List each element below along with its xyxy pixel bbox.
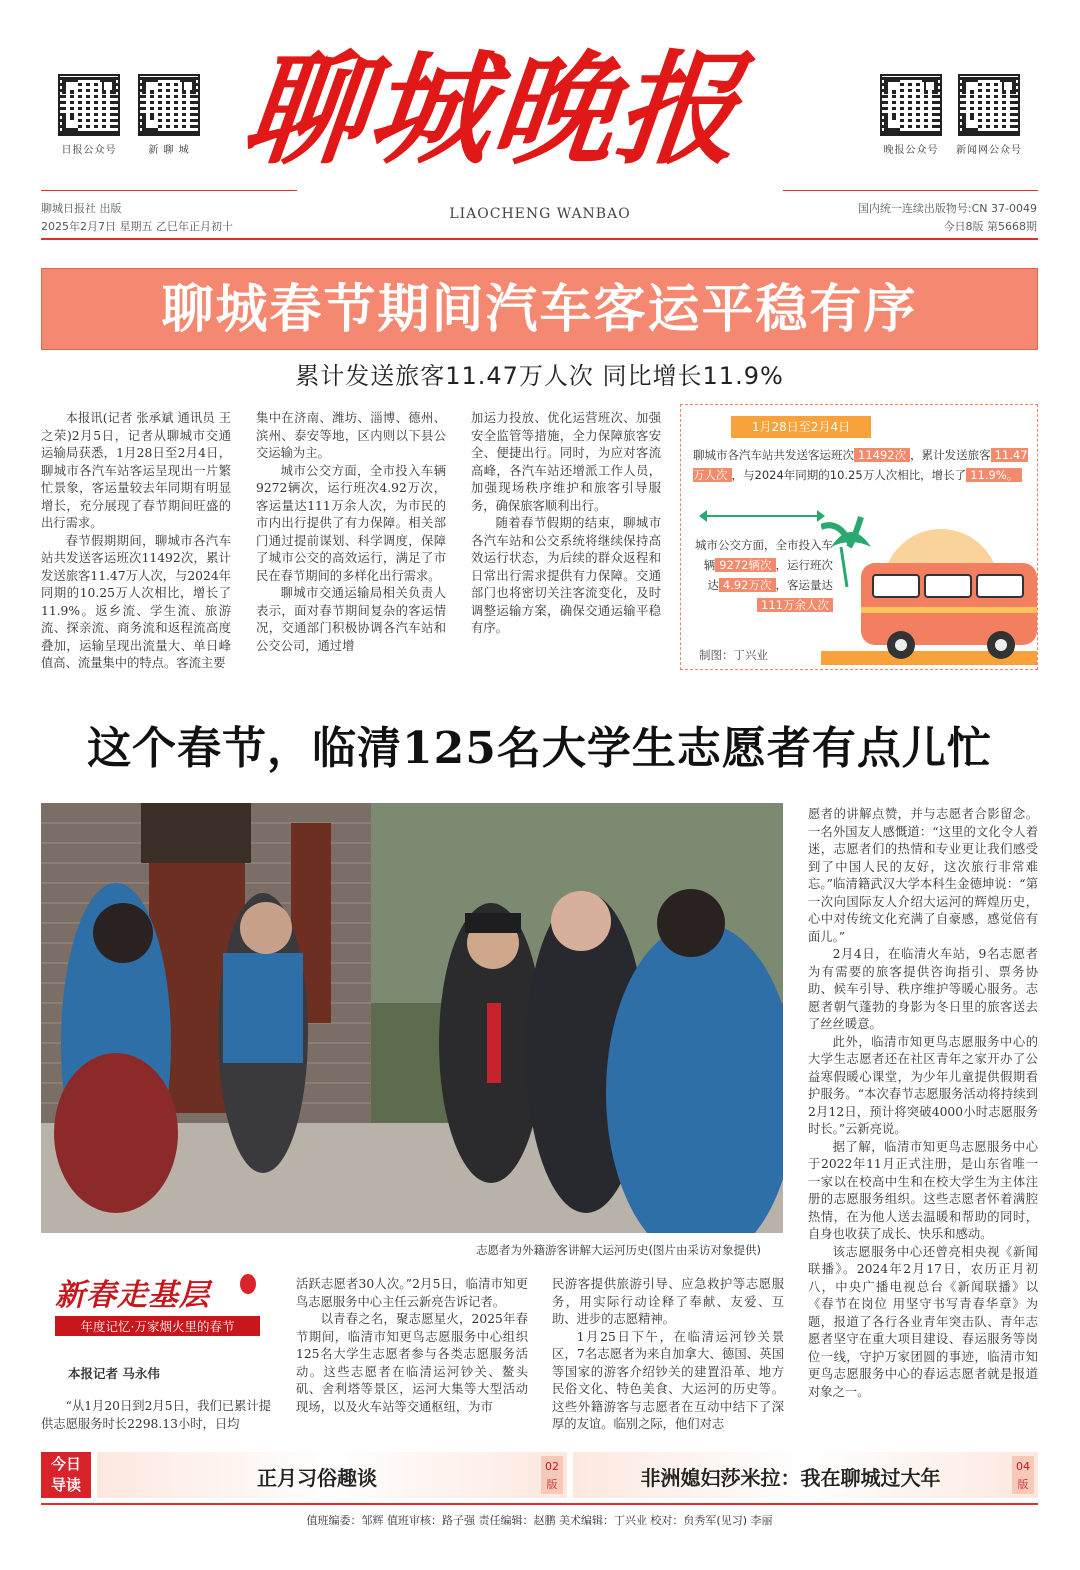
lead-column-2 [256, 410, 446, 672]
today-guide-bar [41, 1452, 1038, 1498]
volunteers-photo [41, 803, 783, 1233]
qr-code-xinliaocheng[interactable] [138, 74, 200, 136]
edition-info: 今日8版 第5668期 [943, 220, 1037, 233]
arrow-icon [703, 515, 821, 517]
text: ，客运量达 [775, 578, 833, 592]
footer-rule [41, 1503, 1038, 1505]
qr-label: 新 聊 城 [148, 145, 190, 156]
qr-code-news-site[interactable] [958, 74, 1020, 136]
paragraph: 本报讯(记者 张承斌 通讯员 王之荣)2月5日，记者从聊城市交通运输局获悉，1月28日至2月4日，聊城市各汽车站客运呈现出一片繁忙景象，客运量较去年同期有明显增长，充分展现了春节期间旺盛的出行需求。 [41, 411, 231, 530]
value-badge: 111万余人次 [757, 598, 833, 612]
page-number: 04 [1016, 1460, 1030, 1473]
paragraph: 随着春节假期的结束，聊城市各汽车站和公交系统将继续保持高效运行状态，为后续的群众返程和日常出行需求提供有力保障。交通部门也将密切关注客流变化，及时调整运输方案，确保交通运输平稳有序。 [471, 516, 661, 635]
paragraph: 愿者的讲解点赞，并与志愿者合影留念。一名外国友人感慨道：“这里的文化令人着迷，志愿者们的热情和专业更让我们感受到了中国人民的友好，这次旅行非常难忘。”临清籍武汉大学本科生金德坤说：“第一次向国际友人介绍大运河的辉煌历史，心中对传统文化充满了自豪感，感觉倍有面儿。” [808, 807, 1038, 944]
paragraph: 1月25日下午，在临清运河钞关景区，7名志愿者为来自加拿大、德国、英国等国家的游客介绍钞关的建置沿革、地方民俗文化、特色美食、大运河的历史等。这些外籍游客与志愿者在互动中结下了深厚的友谊。临别之际，他们对志 [552, 1329, 784, 1431]
text: ，运行班次达 [707, 558, 833, 592]
guide-item-title: 非洲媳妇莎米拉：我在聊城过大年 [640, 1466, 941, 1490]
qr-label: 新闻网公众号 [956, 145, 1022, 156]
paragraph: 该志愿服务中心还曾亮相央视《新闻联播》。2024年2月17日，农历正月初八，中央广播电视总台《新闻联播》以《春节在岗位 用坚守书写青春华章》为题，报道了各行各业青年突击队、青年志愿者坚守在重大项目建设、春运服务等岗位一线，守护万家团圆的事迹，临清市知更鸟志愿服务中心的春运志愿者就是报道对象之一。 [808, 1244, 1038, 1399]
lead-subheadline: 累计发送旅客11.47万人次 同比增长11.9% [295, 362, 784, 390]
qr-label: 日报公众号 [61, 145, 117, 156]
paragraph: 活跃志愿者30人次。”2月5日，临清市知更鸟志愿服务中心主任云新亮告诉记者。 [296, 1277, 528, 1309]
paragraph: 集中在济南、潍坊、淄博、德州、滨州、泰安等地，区内则以下县公交运输为主。 [256, 411, 446, 460]
text: ，累计发送旅客 [910, 448, 991, 462]
paragraph: 此外，临清市知更鸟志愿服务中心的大学生志愿者还在社区青年之家开办了公益寒假暖心课堂，为少年儿童提供假期看护服务。“本次春节志愿服务活动将持续到2月12日，预计将突破4000小时志愿服务时长。”云新亮说。 [808, 1034, 1038, 1136]
guide-item-title: 正月习俗趣谈 [257, 1466, 377, 1490]
guide-item-2[interactable] [573, 1452, 1038, 1498]
page-badge [541, 1456, 563, 1494]
infographic-text-2 [693, 535, 833, 615]
header-rule-left [41, 190, 297, 191]
page-number: 02 [545, 1460, 559, 1473]
page-unit: 版 [1017, 1478, 1029, 1491]
paragraph: 聊城市交通运输局相关负责人表示，面对春节期间复杂的客运情况，交通部门积极协调各汽车站和公交公司，通过增 [256, 586, 446, 653]
value-badge: 9272辆次 [715, 558, 775, 572]
second-column-3 [552, 1276, 784, 1436]
photo-caption: 志愿者为外籍游客讲解大运河历史(图片由采访对象提供) [476, 1243, 761, 1257]
second-column-4 [808, 806, 1038, 1418]
paragraph: 加运力投放、优化运营班次、加强安全监管等措施，全力保障旅客安全、便捷出行。同时，为应对客流高峰，各汽车站还增派工作人员，加强现场秩序维护和旅客引导服务，确保旅客顺利出行。 [471, 411, 661, 513]
publisher-line: 聊城日报社 出版 [41, 202, 122, 215]
column-logo [55, 1270, 260, 1336]
value-badge: 11.47万人次 [693, 448, 1028, 482]
column-logo-title: 新春走基层 [55, 1278, 210, 1313]
bus-illustration-icon [821, 487, 1037, 669]
qr-label: 晚报公众号 [883, 145, 939, 156]
lead-headline: 聊城春节期间汽车客运平稳有序 [161, 279, 918, 340]
infographic-credit: 制图：丁兴业 [699, 648, 768, 662]
value-badge: 4.92万次 [719, 578, 776, 592]
paragraph: 民游客提供旅游引导、应急救护等志愿服务，用实际行动诠释了奉献、友爱、互助、进步的志愿精神。 [552, 1277, 784, 1326]
paragraph: 以青春之名，聚志愿星火，2025年春节期间，临清市知更鸟志愿服务中心组织125名大学生志愿者参与各类志愿服务活动。这些志愿者在临清运河钞关、鳌头矶、舍利塔等景区，运河大集等大型活动现场，以及火车站等交通枢纽，为市 [296, 1312, 528, 1414]
text: 聊城市各汽车站共发送客运班次 [693, 448, 854, 462]
header-rule-right [783, 190, 1038, 191]
lead-column-1 [41, 410, 231, 672]
paragraph: “从1月20日到2月5日，我们已累计提供志愿服务时长2298.13小时，日均 [41, 1399, 271, 1431]
second-column-2 [296, 1276, 528, 1436]
infographic-period-tag: 1月28日至2月4日 [731, 416, 871, 438]
label-line: 导读 [50, 1476, 81, 1494]
issn-line: 国内统一连续出版物号:CN 37-0049 [857, 202, 1037, 215]
header-rule-main [41, 238, 1038, 240]
value-badge: 11.9%。 [966, 468, 1022, 482]
text: 城市公交方面，全市投入车辆 [695, 538, 833, 572]
paragraph: 据了解，临清市知更鸟志愿服务中心于2022年11月正式注册，是山东省唯一一家以在校高中生和在校大学生为主体注册的志愿服务组织。这些志愿者怀着满腔热情，在为他人送去温暖和帮助的同时，自身也收获了成长、快乐和感动。 [808, 1139, 1038, 1241]
qr-code-wanbao[interactable] [880, 74, 942, 136]
second-column-1 [41, 1398, 271, 1436]
today-guide-label [41, 1452, 91, 1498]
page-unit: 版 [546, 1478, 558, 1491]
english-title: LIAOCHENG WANBAO [449, 206, 631, 222]
date-line: 2025年2月7日 星期五 乙巳年正月初十 [41, 220, 233, 233]
lead-column-3 [471, 410, 661, 672]
text: ，与2024年同期的10.25万人次相比，增长了 [731, 468, 967, 482]
byline: 本报记者 马永伟 [68, 1366, 160, 1381]
label-line: 今日 [50, 1455, 81, 1473]
guide-item-1[interactable] [97, 1452, 567, 1498]
column-logo-subtitle: 年度记忆·万家烟火里的春节 [55, 1316, 260, 1336]
paragraph: 城市公交方面，全市投入车辆9272辆次，运行班次4.92万次，客运量达111万余人次，为市民的市内出行提供了有力保障。相关部门通过提前谋划、科学调度，保障了城市公交的高效运行，满足了市民在春节期间的多样化出行需求。 [256, 463, 446, 583]
paragraph: 2月4日，在临清火车站，9名志愿者为有需要的旅客提供咨询指引、票务协助、候车引导、秩序维护等暖心服务。志愿者朝气蓬勃的身影为冬日里的旅客送去了丝丝暖意。 [808, 947, 1038, 1031]
infographic-box [680, 404, 1038, 670]
paragraph: 春节假期期间，聊城市各汽车站共发送客运班次11492次，累计发送旅客11.47万人次，与2024年同期的10.25万人次相比，增长了11.9%。返乡流、学生流、旅游流、探亲流、商务流和返程流高度叠加，运输呈现出流量大、单日峰值高、流量集中的特点。客流主要 [41, 533, 231, 670]
lantern-icon [240, 1274, 256, 1294]
masthead-logo: 聊城晚报 [237, 37, 749, 181]
editor-credits: 值班编委：邹辉 值班审核：路子强 责任编辑：赵鹏 美术编辑：丁兴业 校对：贠秀军(见习) 李丽 [306, 1514, 773, 1527]
lead-headline-banner [41, 268, 1038, 350]
page-badge [1012, 1456, 1034, 1494]
value-badge: 11492次 [854, 448, 910, 462]
qr-code-daily[interactable] [58, 74, 120, 136]
infographic-text-1 [693, 445, 1033, 485]
second-headline: 这个春节，临清125名大学生志愿者有点儿忙 [87, 723, 992, 774]
